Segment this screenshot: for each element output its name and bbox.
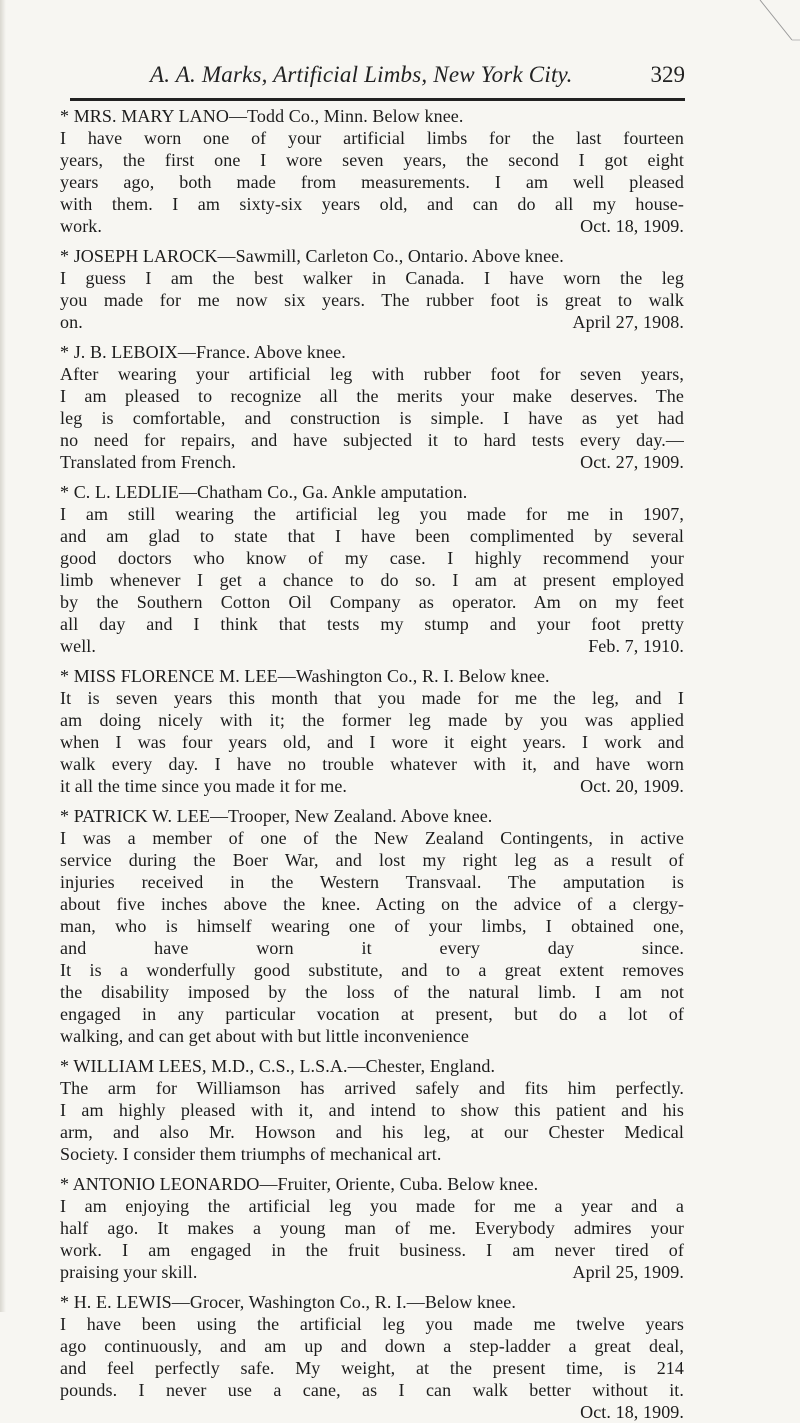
testimonial-date: Oct. 27, 1909.	[580, 452, 684, 472]
closing-text: it all the time since you made it for me.	[60, 776, 348, 796]
testimonial-closing-line	[60, 311, 684, 333]
testimonial-line: when I was four years old, and I wore it eight years. I work and	[60, 732, 684, 752]
page-number: 329	[650, 62, 685, 87]
testimonial-line: Society. I consider them triumphs of mechanical art.	[60, 1144, 442, 1164]
testimonial-closing-line	[60, 1261, 684, 1283]
testimonial-closing-line	[60, 451, 684, 473]
testimonial-line: It is seven years this month that you made for me the leg, and I	[60, 688, 684, 708]
testimonial-entry	[60, 245, 684, 333]
testimonial-line: about five inches above the knee. Acting on the advice of a clergy-	[60, 894, 684, 914]
running-header	[100, 60, 685, 94]
closing-text: work.	[60, 216, 102, 236]
testimonial-line: all day and I think that tests my stump and your foot pretty	[60, 614, 684, 634]
testimonial-line: I am enjoying the artificial leg you made for me a year and a	[60, 1196, 684, 1216]
testimonial-heading: * H. E. LEWIS—Grocer, Washington Co., R. I.—Below knee.	[60, 1292, 516, 1312]
testimonial-line: It is a wonderfully good substitute, and to a great extent removes	[60, 960, 684, 980]
testimonial-line: After wearing your artificial leg with rubber foot for seven years,	[60, 364, 684, 384]
testimonial-line: limb whenever I get a chance to do so. I am at present employed	[60, 570, 684, 590]
testimonial-closing-line	[60, 635, 684, 657]
testimonial-line: I have worn one of your artificial limbs for the last fourteen	[60, 128, 684, 148]
testimonial-heading: * WILLIAM LEES, M.D., C.S., L.S.A.—Chester, England.	[60, 1056, 496, 1076]
page-edge-shadow	[0, 0, 6, 1312]
testimonial-line: half ago. It makes a young man of me. Everybody admires your	[60, 1218, 684, 1238]
testimonial-line: I am highly pleased with it, and intend to show this patient and his	[60, 1100, 684, 1120]
testimonial-entry	[60, 805, 684, 1047]
testimonial-line: with them. I am sixty-six years old, and can do all my house-	[60, 194, 684, 214]
testimonial-heading: * JOSEPH LAROCK—Sawmill, Carleton Co., Ontario. Above knee.	[60, 246, 564, 266]
testimonial-closing-line	[60, 215, 684, 237]
testimonial-heading: * ANTONIO LEONARDO—Fruiter, Oriente, Cuba. Below knee.	[60, 1174, 539, 1194]
testimonial-closing-line	[60, 775, 684, 797]
testimonial-list	[60, 105, 684, 1423]
testimonial-entry	[60, 105, 684, 237]
testimonial-line: and feel perfectly safe. My weight, at the present time, is 214	[60, 1358, 684, 1378]
testimonial-line: I have been using the artificial leg you made me twelve years	[60, 1314, 684, 1334]
testimonial-line: leg is comfortable, and construction is simple. I have as yet had	[60, 408, 684, 428]
testimonial-entry	[60, 1055, 684, 1165]
testimonial-line: injuries received in the Western Transvaal. The amputation is	[60, 872, 684, 892]
testimonial-line: I was a member of one of the New Zealand Contingents, in active	[60, 828, 684, 848]
testimonial-heading: * C. L. LEDLIE—Chatham Co., Ga. Ankle amputation.	[60, 482, 468, 502]
testimonial-closing-line	[60, 1401, 684, 1423]
testimonial-date: Feb. 7, 1910.	[588, 636, 684, 656]
testimonial-line: walk every day. I have no trouble whatever with it, and have worn	[60, 754, 684, 774]
page-corner-fold	[730, 0, 800, 60]
testimonial-date: Oct. 20, 1909.	[580, 776, 684, 796]
testimonial-line: I guess I am the best walker in Canada. I have worn the leg	[60, 268, 684, 288]
closing-text: on.	[60, 312, 83, 332]
testimonial-line: I am still wearing the artificial leg you made for me in 1907,	[60, 504, 684, 524]
testimonial-entry	[60, 341, 684, 473]
testimonial-line: years, the first one I wore seven years, the second I got eight	[60, 150, 684, 170]
testimonial-line: and have worn it every day since.	[60, 938, 684, 958]
testimonial-heading: * MRS. MARY LANO—Todd Co., Minn. Below knee.	[60, 106, 464, 126]
testimonial-line: engaged in any particular vocation at present, but do a lot of	[60, 1004, 684, 1024]
header-title: A. A. Marks, Artificial Limbs, New York City.	[150, 62, 573, 87]
testimonial-date: April 27, 1908.	[572, 312, 684, 332]
testimonial-heading: * MISS FLORENCE M. LEE—Washington Co., R. I. Below knee.	[60, 666, 550, 686]
closing-text: praising your skill.	[60, 1262, 198, 1282]
testimonial-date: Oct. 18, 1909.	[580, 216, 684, 236]
testimonial-heading: * J. B. LEBOIX—France. Above knee.	[60, 342, 346, 362]
testimonial-line: years ago, both made from measurements. I am well pleased	[60, 172, 684, 192]
testimonial-date: Oct. 18, 1909.	[580, 1402, 684, 1422]
testimonial-line: work. I am engaged in the fruit business. I am never tired of	[60, 1240, 684, 1260]
testimonial-heading: * PATRICK W. LEE—Trooper, New Zealand. Above knee.	[60, 806, 493, 826]
testimonial-line: by the Southern Cotton Oil Company as operator. Am on my feet	[60, 592, 684, 612]
testimonial-line: I am pleased to recognize all the merits your make deserves. The	[60, 386, 684, 406]
testimonial-date: April 25, 1909.	[572, 1262, 684, 1282]
testimonial-line: good doctors who know of my case. I highly recommend your	[60, 548, 684, 568]
testimonial-entry	[60, 481, 684, 657]
testimonial-line: ago continuously, and am up and down a step-ladder a great deal,	[60, 1336, 684, 1356]
testimonial-line: am doing nicely with it; the former leg made by you was applied	[60, 710, 684, 730]
testimonial-line: man, who is himself wearing one of your limbs, I obtained one,	[60, 916, 684, 936]
testimonial-line: the disability imposed by the loss of the natural limb. I am not	[60, 982, 684, 1002]
closing-text: Translated from French.	[60, 452, 237, 472]
testimonial-line: you made for me now six years. The rubber foot is great to walk	[60, 290, 684, 310]
testimonial-line: walking, and can get about with but little inconvenience	[60, 1026, 469, 1046]
header-rule	[70, 98, 685, 101]
closing-text: well.	[60, 636, 96, 656]
testimonial-entry	[60, 1291, 684, 1423]
testimonial-line: arm, and also Mr. Howson and his leg, at our Chester Medical	[60, 1122, 684, 1142]
testimonial-entry	[60, 1173, 684, 1283]
testimonial-line: and am glad to state that I have been complimented by several	[60, 526, 684, 546]
testimonial-line: The arm for Williamson has arrived safely and fits him perfectly.	[60, 1078, 684, 1098]
testimonial-line: pounds. I never use a cane, as I can walk better without it.	[60, 1380, 684, 1400]
testimonial-line: service during the Boer War, and lost my right leg as a result of	[60, 850, 684, 870]
testimonial-entry	[60, 665, 684, 797]
testimonial-line: no need for repairs, and have subjected it to hard tests every day.—	[60, 430, 684, 450]
